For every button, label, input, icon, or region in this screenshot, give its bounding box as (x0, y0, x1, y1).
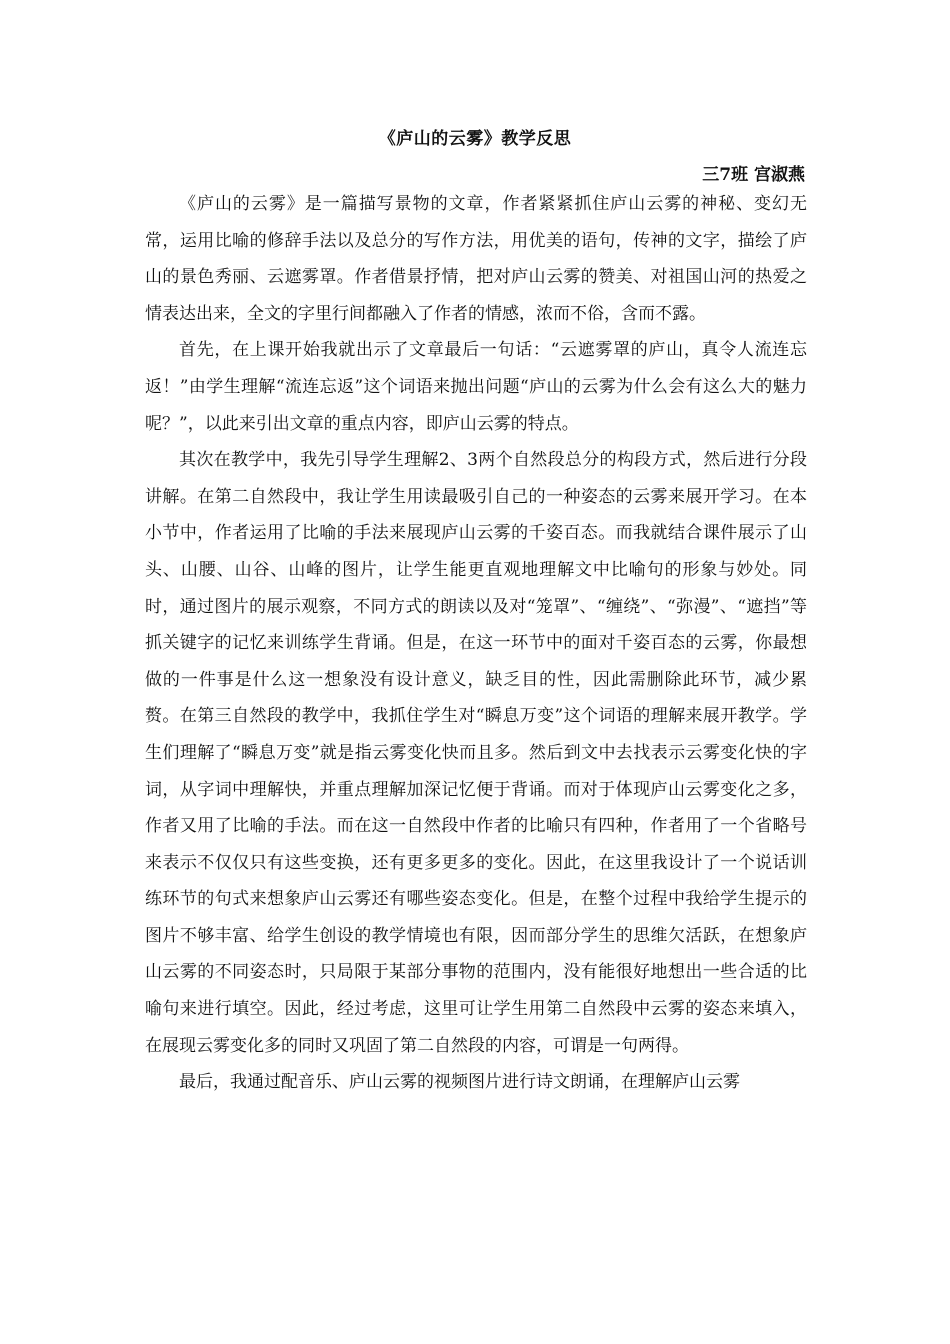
paragraph-intro: 《庐山的云雾》是一篇描写景物的文章，作者紧紧抓住庐山云雾的神秘、变幻无常，运用比喻的修辞手法以及总分的写作方法，用优美的语句，传神的文字，描绘了庐山的景色秀丽、云遮雾罩。作者借景抒情，把对庐山云雾的赞美、对祖国山河的热爱之情表达出来，全文的字里行间都融入了作者的情感，浓而不俗，含而不露。 (145, 194, 807, 324)
document-title: 《庐山的云雾》教学反思 (378, 129, 572, 149)
author-line: 三7班 宫淑燕 (702, 165, 805, 185)
paragraph-last: 最后，我通过配音乐、庐山云雾的视频图片进行诗文朗诵，在理解庐山云雾 (179, 1072, 740, 1093)
document-body (145, 186, 807, 1101)
paragraph-second: 其次在教学中，我先引导学生理解2、3两个自然段总分的构段方式，然后进行分段讲解。在第二自然段中，我让学生用读最吸引自己的一种姿态的云雾来展开学习。在本小节中，作者运用了比喻的手法来展现庐山云雾的千姿百态。而我就结合课件展示了山头、山腰、山谷、山峰的图片，让学生能更直观地理解文中比喻句的形象与妙处。同时，通过图片的展示观察，不同方式的朗读以及对“笼罩”、“缠绕”、“弥漫”、“遮挡”等抓关键字的记忆来训练学生背诵。但是，在这一环节中的面对千姿百态的云雾，你最想做的一件事是什么这一想象没有设计意义，缺乏目的性，因此需删除此环节，减少累赘。在第三自然段的教学中，我抓住学生对“瞬息万变”这个词语的理解来展开教学。学生们理解了“瞬息万变”就是指云雾变化快而且多。然后到文中去找表示云雾变化快的字词，从字词中理解快，并重点理解加深记忆便于背诵。而对于体现庐山云雾变化之多，作者又用了比喻的手法。而在这一自然段中作者的比喻只有四种，作者用了一个省略号来表示不仅仅只有这些变换，还有更多更多的变化。因此，在这里我设计了一个说话训练环节的句式来想象庐山云雾还有哪些姿态变化。但是，在整个过程中我给学生提示的图片不够丰富、给学生创设的教学情境也有限，因而部分学生的思维欠活跃，在想象庐山云雾的不同姿态时，只局限于某部分事物的范围内，没有能很好地想出一些合适的比喻句来进行填空。因此，经过考虑，这里可让学生用第二自然段中云雾的姿态来填入，在展现云雾变化多的同时又巩固了第二自然段的内容，可谓是一句两得。 (145, 450, 807, 1056)
paragraph-first: 首先，在上课开始我就出示了文章最后一句话：“云遮雾罩的庐山，真令人流连忘返！”由学生理解“流连忘返”这个词语来抛出问题“庐山的云雾为什么会有这么大的魅力呢？”，以此来引出文章的重点内容，即庐山云雾的特点。 (145, 340, 807, 434)
